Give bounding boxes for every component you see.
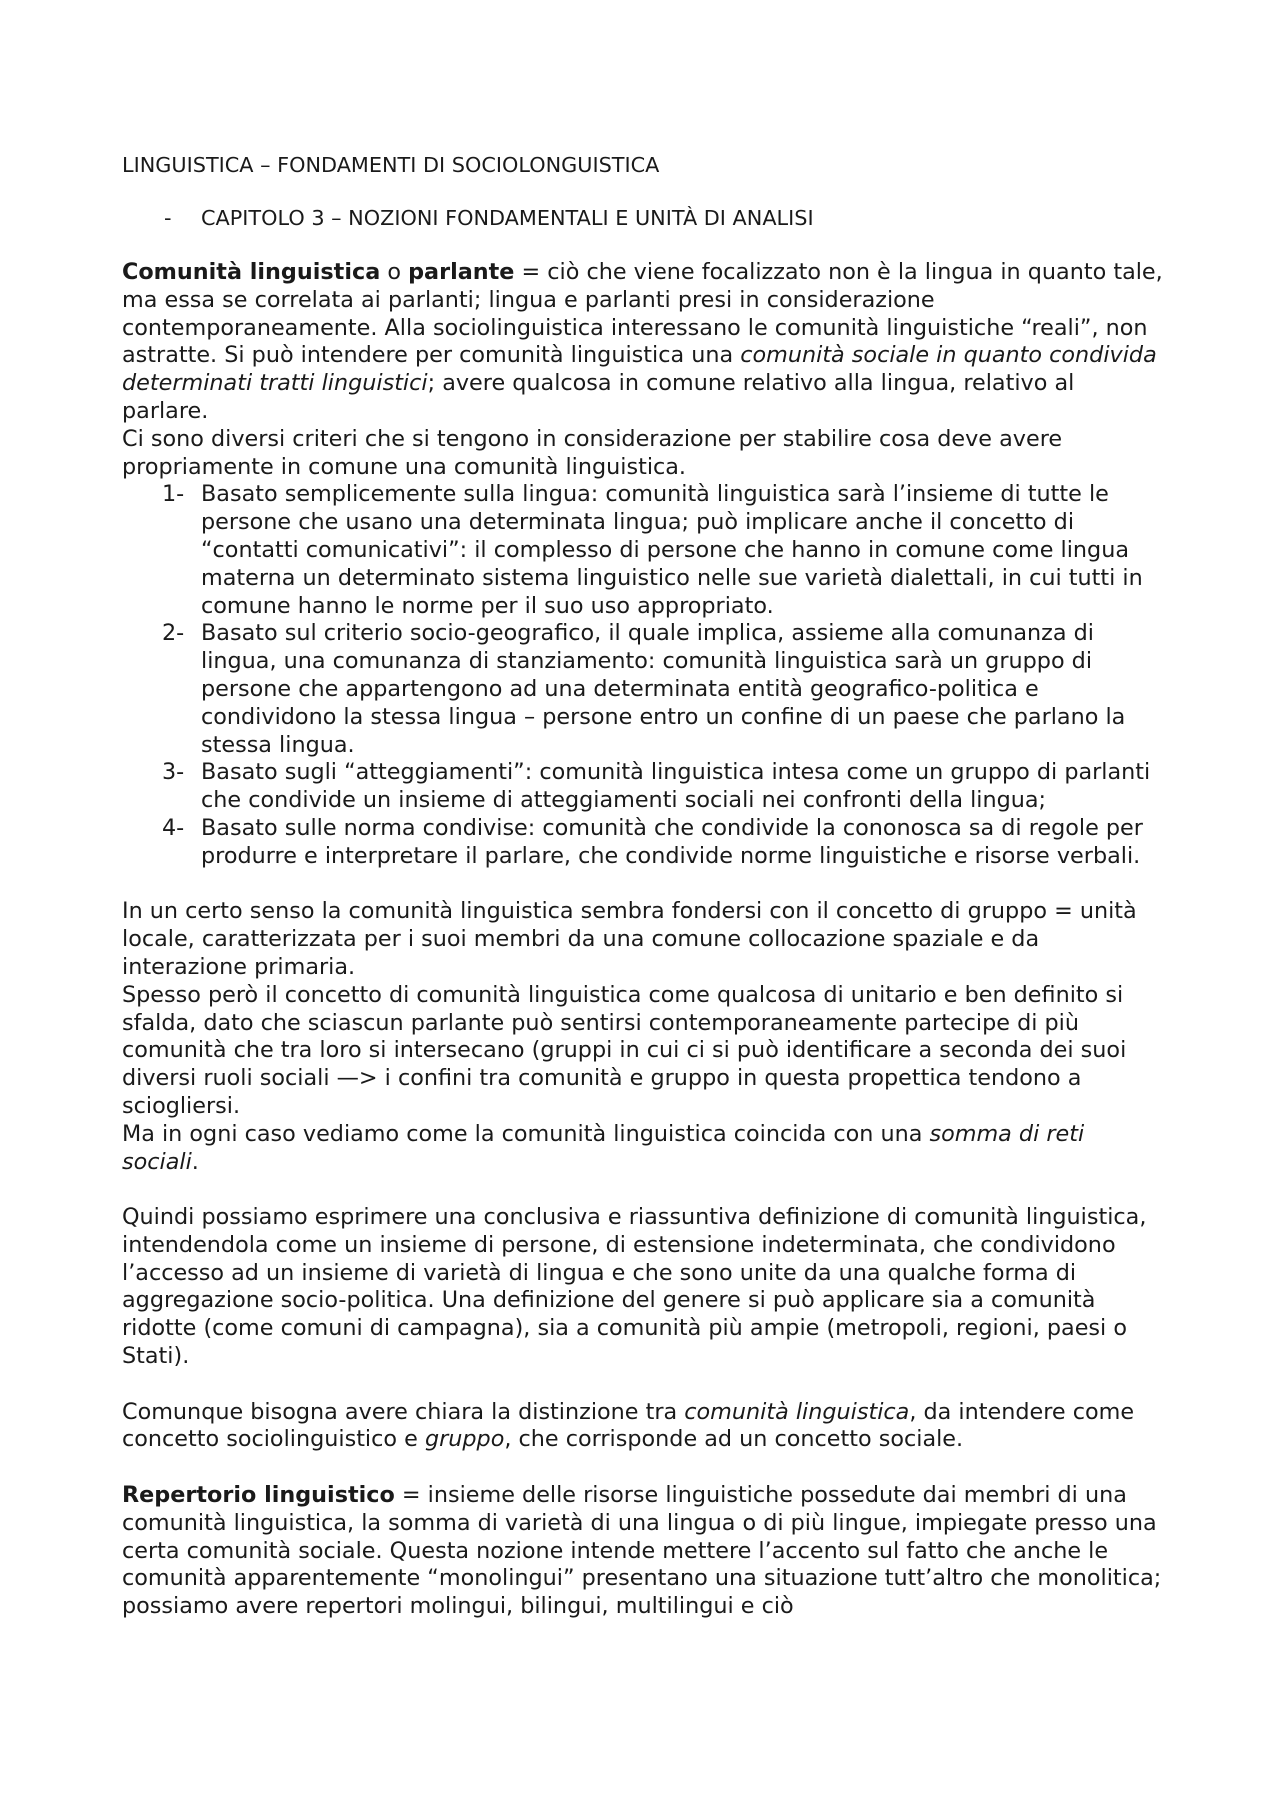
criteria-text: Basato sul criterio socio-geografico, il quale implica, assieme alla comunanza di lingua, una comunanza di stanziamento: comunità linguistica sarà un gruppo di persone che appartengono ad una determinata entità geografico-politica e condividono la stessa lingua – persone entro un confine di un paese che parlano la stessa lingua. (201, 620, 1126, 758)
italic-emphasis: comunità sociale in quanto condivida determinati tratti linguistici (122, 342, 1157, 397)
definition-text: = ciò che viene focalizzato non è la lingua in quanto tale, ma essa se correlata ai parlanti; lingua e parlanti presi in considerazione contemporaneamente. Alla sociolinguistica interessano le comunità linguistiche “reali”, non astratte. Si può intendere per comunità linguistica una (122, 259, 1163, 369)
criteria-item (122, 815, 1167, 871)
reti-text: Ma in ogni caso vediamo come la comunità linguistica coincida con una (122, 1120, 930, 1147)
criteria-list (122, 481, 1167, 870)
chapter-label: CAPITOLO 3 – NOZIONI FONDAMENTALI E UNITÀ DI ANALISI (201, 206, 814, 230)
paragraph-gruppo: In un certo senso la comunità linguistica sembra fondersi con il concetto di gruppo = unità locale, caratterizzata per i suoi membri da una comune collocazione spaziale e da interazione primaria. (122, 898, 1137, 980)
text-conjunction: o (380, 259, 409, 285)
paragraph-reti-sociali (122, 1121, 1167, 1177)
term-repertorio-linguistico: Repertorio linguistico (122, 1482, 395, 1509)
criteria-number: 3- (162, 759, 185, 786)
criteria-number: 2- (162, 620, 185, 647)
term-comunita-linguistica: Comunità linguistica (122, 259, 381, 285)
criteria-text: Basato semplicemente sulla lingua: comunità linguistica sarà l’insieme di tutte le persone che usano una determinata lingua; può implicare anche il concetto di “contatti comunicativi”: il complesso di persone che hanno in comune come lingua materna un determinato sistema linguistico nelle sue varietà dialettali, in cui tutti in comune hanno le norme per il suo uso appropriato. (201, 481, 1143, 619)
reti-end: . (191, 1148, 199, 1175)
distinzione-text-2: , da intendere come concetto sociolinguistico e (122, 1398, 1135, 1453)
chapter-heading (122, 205, 1167, 231)
paragraph-distinzione (122, 1399, 1167, 1455)
repertorio-text: = insieme delle risorse linguistiche possedute dai membri di una comunità linguistica, la somma di varietà di una lingua o di più lingue, impiegate presso una certa comunità sociale. Questa nozione intende mettere l’accento sul fatto che anche le comunità apparentemente “monolingui” presentano una situazione tutt’altro che monolitica; possiamo avere repertori molingui, bilingui, multilingui e ciò (122, 1482, 1162, 1620)
paragraph-repertorio (122, 1482, 1167, 1621)
document-title: LINGUISTICA – FONDAMENTI DI SOCIOLONGUISTICA (122, 153, 660, 177)
italic-gruppo: gruppo (424, 1426, 505, 1453)
criteria-item (122, 620, 1167, 759)
criteria-item (122, 759, 1167, 815)
term-parlante: parlante (408, 259, 515, 285)
criteria-number: 1- (162, 481, 185, 508)
definition-text-end: ; avere qualcosa in comune relativo alla lingua, relativo al parlare. (122, 370, 1075, 424)
criteria-number: 4- (162, 814, 185, 841)
document-page (122, 148, 1167, 1621)
paragraph-sfalda: Spesso però il concetto di comunità linguistica come qualcosa di unitario e ben definito si sfalda, dato che sciascun parlante può sentirsi contemporaneamente partecipe di più comunità che tra loro si intersecano (gruppi in cui ci si può identificare a seconda dei suoi diversi ruoli sociali —> i confini tra comunità e gruppo in questa propettica tendono a sciogliersi. (122, 981, 1127, 1119)
italic-comunita-linguistica: comunità linguistica (684, 1398, 910, 1425)
criteria-text: Basato sulle norma condivise: comunità che condivide la cononosca sa di regole per produrre e interpretare il parlare, che condivide norme linguistiche e risorse verbali. (201, 814, 1143, 869)
criteria-text: Basato sugli “atteggiamenti”: comunità linguistica intesa come un gruppo di parlanti che condivide un insieme di atteggiamenti sociali nei confronti della lingua; (201, 759, 1151, 814)
distinzione-text-3: , che corrisponde ad un concetto sociale. (504, 1426, 964, 1453)
paragraph-criteri: Ci sono diversi criteri che si tengono in considerazione per stabilire cosa deve avere propriamente in comune una comunità linguistica. (122, 425, 1063, 480)
distinzione-text-1: Comunque bisogna avere chiara la distinzione tra (122, 1398, 685, 1425)
chapter-bullet: - (164, 206, 172, 230)
italic-reti-sociali: somma di reti sociali (122, 1120, 1085, 1175)
paragraph-definizione: Quindi possiamo esprimere una conclusiva e riassuntiva definizione di comunità linguistica, intendendola come un insieme di persone, di estensione indeterminata, che condividono l’accesso ad un insieme di varietà di lingua e che sono unite da una qualche forma di aggregazione socio-politica. Una definizione del genere si può applicare sia a comunità ridotte (come comuni di campagna), sia a comunità più ampie (metropoli, regioni, paesi o Stati). (122, 1204, 1147, 1370)
paragraph-comunita-linguistica (122, 259, 1167, 426)
criteria-item (122, 481, 1167, 620)
